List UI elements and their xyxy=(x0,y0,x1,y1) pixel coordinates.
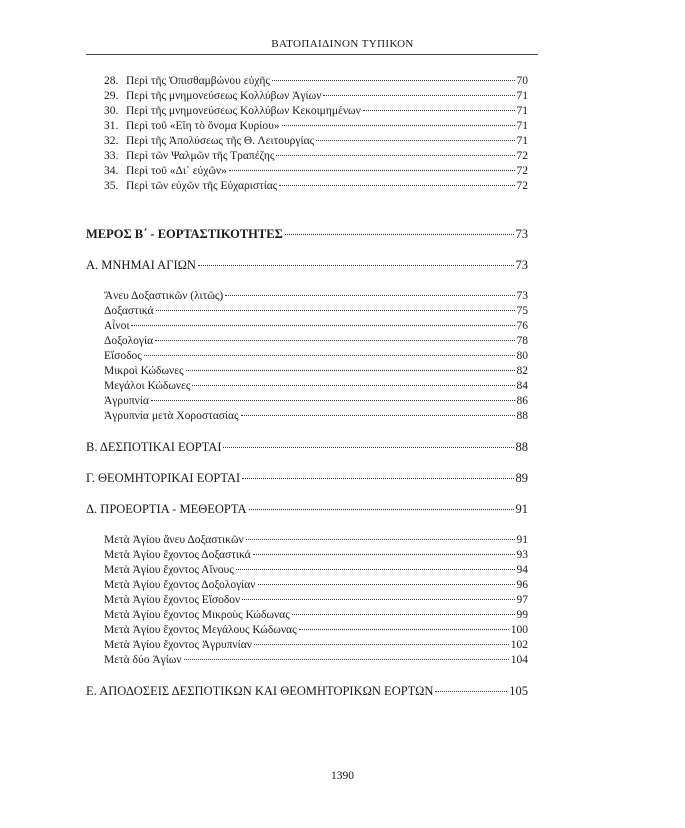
dot-leader xyxy=(156,310,515,311)
entry-page: 99 xyxy=(516,609,528,621)
toc-entry xyxy=(104,409,528,423)
dot-leader xyxy=(223,447,513,448)
entry-label: Ἀγρυπνία xyxy=(104,395,149,407)
entry-number: 29. xyxy=(104,90,119,102)
entry-page: 94 xyxy=(516,564,528,576)
toc-entry xyxy=(104,593,528,607)
entry-page: 72 xyxy=(516,150,528,162)
section-heading-page: 91 xyxy=(515,502,528,516)
entry-page: 71 xyxy=(516,135,528,147)
entry-page: 100 xyxy=(510,624,528,636)
entry-label: Ἀγρυπνία μετὰ Χοροστασίας xyxy=(104,410,239,422)
toc-entry xyxy=(104,289,528,303)
entry-number: 32. xyxy=(104,135,119,147)
entry-label: Μετὰ Ἁγίου ἔχοντος Μεγάλους Κώδωνας xyxy=(104,624,297,636)
section-heading-page: 89 xyxy=(515,471,528,485)
toc-entry xyxy=(104,334,528,348)
entry-number: 35. xyxy=(104,180,119,192)
dot-leader xyxy=(236,569,515,570)
dot-leader xyxy=(151,400,515,401)
entry-page: 72 xyxy=(516,165,528,177)
entry-label: Περὶ τοῦ «Εἴη τὸ ὄνομα Κυρίου» xyxy=(126,120,280,132)
toc-entry xyxy=(104,533,528,547)
entry-label: Περὶ τῆς μνημονεύσεως Κολλύβων Ἁγίων xyxy=(126,90,322,102)
section-heading-label: Ε. ΑΠΟΔΟΣΕΙΣ ΔΕΣΠΟΤΙΚΩΝ ΚΑΙ ΘΕΟΜΗΤΟΡΙΚΩΝ ΕΟΡΤΩΝ xyxy=(86,684,434,698)
dot-leader xyxy=(242,478,513,479)
dot-leader xyxy=(285,234,514,235)
entry-label: Περὶ τῶν εὐχῶν τῆς Εὐχαριστίας xyxy=(126,180,278,192)
toc-entry xyxy=(104,364,528,378)
section-heading xyxy=(86,440,528,454)
dot-leader xyxy=(258,584,515,585)
toc-entry xyxy=(104,89,528,103)
toc-entry xyxy=(104,319,528,333)
dot-leader xyxy=(184,659,509,660)
entry-page: 71 xyxy=(516,90,528,102)
toc-entry xyxy=(104,623,528,637)
toc-entry xyxy=(104,74,528,88)
entry-page: 88 xyxy=(516,410,528,422)
toc-entry xyxy=(104,304,528,318)
entry-page: 86 xyxy=(516,395,528,407)
dot-leader xyxy=(155,340,514,341)
entry-label: Μετὰ Ἁγίου ἄνευ Δοξαστικῶν xyxy=(104,534,244,546)
entry-number: 31. xyxy=(104,120,119,132)
toc-entry xyxy=(104,548,528,562)
entry-label: Μετὰ Ἁγίου ἔχοντος Εἴσοδον xyxy=(104,594,241,606)
toc-entry xyxy=(104,349,528,363)
entry-label: Ἄνευ Δοξαστικῶν (λιτῶς) xyxy=(104,290,224,302)
section-heading-page: 73 xyxy=(515,258,528,272)
entry-label: Δοξαστικά xyxy=(104,305,154,317)
entry-label: Δοξολογία xyxy=(104,335,154,347)
dot-leader xyxy=(229,170,515,171)
toc-entry xyxy=(104,394,528,408)
entry-label: Μετὰ Ἁγίου ἔχοντος Μικροὺς Κώδωνας xyxy=(104,609,290,621)
dot-leader xyxy=(242,599,514,600)
dot-leader xyxy=(299,629,509,630)
toc-entry xyxy=(104,164,528,178)
entry-label: Μετὰ Ἁγίου ἔχοντος Αἴνους xyxy=(104,564,234,576)
page-number: 1390 xyxy=(331,770,354,782)
entry-page: 91 xyxy=(516,534,528,546)
running-header: ΒΑΤΟΠΑΙΔΙΝΟΝ ΤΥΠΙΚΟΝ xyxy=(271,38,414,50)
dot-leader xyxy=(131,325,514,326)
entry-label: Μετὰ δύο Ἁγίων xyxy=(104,654,182,666)
toc-entry xyxy=(104,638,528,652)
entry-label: Περὶ τῆς μνημονεύσεως Κολλύβων Κεκοιμημένων xyxy=(126,105,361,117)
entry-number: 28. xyxy=(104,75,119,87)
section-heading xyxy=(86,684,528,698)
entry-label: Περὶ τῆς Ἀπολύσεως τῆς Θ. Λειτουργίας xyxy=(126,135,315,147)
part-heading-page: 73 xyxy=(515,227,528,241)
entry-page: 82 xyxy=(516,365,528,377)
entry-label: Μεγάλοι Κώδωνες xyxy=(104,380,191,392)
section-heading-page: 88 xyxy=(515,440,528,454)
entry-page: 97 xyxy=(516,594,528,606)
entry-page: 102 xyxy=(510,639,528,651)
dot-leader xyxy=(323,95,514,96)
entry-page: 75 xyxy=(516,305,528,317)
entry-label: Μετὰ Ἁγίου ἔχοντος Δοξολογίαν xyxy=(104,579,256,591)
entry-page: 71 xyxy=(516,105,528,117)
dot-leader xyxy=(249,509,514,510)
dot-leader xyxy=(192,385,514,386)
dot-leader xyxy=(276,155,514,156)
dot-leader xyxy=(241,415,515,416)
dot-leader xyxy=(254,644,509,645)
toc-entry xyxy=(104,563,528,577)
dot-leader xyxy=(186,370,515,371)
dot-leader xyxy=(253,554,515,555)
toc-entry xyxy=(104,179,528,193)
toc-entry xyxy=(104,608,528,622)
header-rule xyxy=(86,54,538,55)
entry-page: 78 xyxy=(516,335,528,347)
entry-number: 33. xyxy=(104,150,119,162)
toc-entry xyxy=(104,104,528,118)
entry-label: Εἴσοδος xyxy=(104,350,142,362)
dot-leader xyxy=(272,80,515,81)
entry-label: Περὶ τοῦ «Δι᾽ εὐχῶν» xyxy=(126,165,227,177)
section-heading-label: Δ. ΠΡΟΕΟΡΤΙΑ - ΜΕΘΕΟΡΤΑ xyxy=(86,502,247,516)
section-heading xyxy=(86,471,528,485)
entry-page: 84 xyxy=(516,380,528,392)
dot-leader xyxy=(279,185,514,186)
entry-page: 80 xyxy=(516,350,528,362)
dot-leader xyxy=(198,265,514,266)
entry-page: 73 xyxy=(516,290,528,302)
dot-leader xyxy=(292,614,515,615)
entry-label: Περὶ τῆς Ὀπισθαμβώνου εὐχῆς xyxy=(126,75,270,87)
entry-page: 104 xyxy=(510,654,528,666)
entry-page: 71 xyxy=(516,120,528,132)
section-heading-label: Β. ΔΕΣΠΟΤΙΚΑΙ ΕΟΡΤΑΙ xyxy=(86,440,222,454)
dot-leader xyxy=(435,691,507,692)
toc-entry xyxy=(104,379,528,393)
entry-page: 70 xyxy=(516,75,528,87)
dot-leader xyxy=(246,539,515,540)
entry-page: 93 xyxy=(516,549,528,561)
dot-leader xyxy=(363,110,515,111)
entry-page: 76 xyxy=(516,320,528,332)
entry-number: 34. xyxy=(104,165,119,177)
toc-entry xyxy=(104,134,528,148)
section-heading-page: 105 xyxy=(509,684,528,698)
entry-number: 30. xyxy=(104,105,119,117)
entry-page: 96 xyxy=(516,579,528,591)
section-heading-label: Γ. ΘΕΟΜΗΤΟΡΙΚΑΙ ΕΟΡΤΑΙ xyxy=(86,471,241,485)
dot-leader xyxy=(225,295,514,296)
toc-entry xyxy=(104,149,528,163)
entry-label: Περὶ τῶν Ψαλμῶν τῆς Τραπέζης xyxy=(126,150,275,162)
section-heading xyxy=(86,258,528,272)
part-heading xyxy=(86,227,528,241)
section-heading-label: Α. ΜΝΗΜΑΙ ΑΓΙΩΝ xyxy=(86,258,196,272)
entry-page: 72 xyxy=(516,180,528,192)
entry-label: Μικροὶ Κώδωνες xyxy=(104,365,184,377)
dot-leader xyxy=(144,355,515,356)
entry-label: Μετὰ Ἁγίου ἔχοντος Ἀγρυπνίαν xyxy=(104,639,252,651)
toc-entry xyxy=(104,578,528,592)
dot-leader xyxy=(282,125,515,126)
section-heading xyxy=(86,502,528,516)
entry-label: Αἶνοι xyxy=(104,320,130,332)
toc-entry xyxy=(104,119,528,133)
entry-label: Μετὰ Ἁγίου ἔχοντος Δοξαστικά xyxy=(104,549,251,561)
part-heading-label: ΜΕΡΟΣ Β΄ - ΕΟΡΤΑΣΤΙΚΟΤΗΤΕΣ xyxy=(86,227,283,241)
toc-entry xyxy=(104,653,528,667)
dot-leader xyxy=(316,140,514,141)
